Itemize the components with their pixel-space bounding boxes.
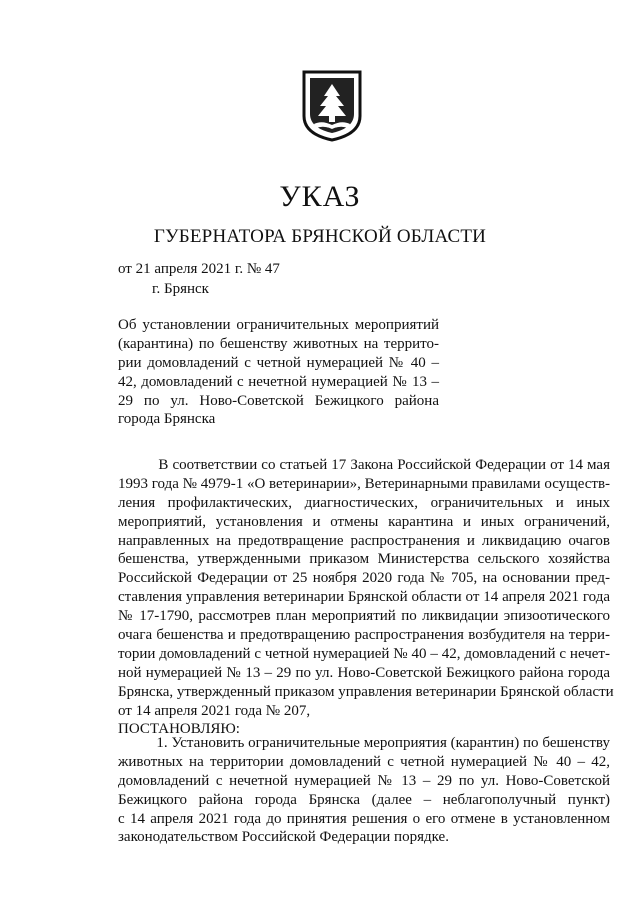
preamble-line: ной нумерацией № 13 – 29 по ул. Ново-Советской Бежицкого района города [118, 664, 610, 681]
subject-line: рии домовладений с четной нумерацией № 40 – [118, 354, 439, 371]
subject-line: 42, домовладений с нечетной нумерацией № 13 – [118, 373, 439, 390]
resolution-word: ПОСТАНОВЛЯЮ: [118, 721, 240, 738]
item-1-line: Бежицкого района города Брянска (далее – неблагополучный пункт) [118, 791, 610, 808]
preamble-line: Российской Федерации от 25 ноября 2020 года № 705, на основании пред- [118, 570, 610, 587]
subject-line: города Брянска [118, 411, 216, 428]
preamble-line: ления профилактических, диагностических, ограничительных и иных [118, 494, 610, 511]
preamble-line: № 17-1790, рассмотрев план мероприятий по ликвидации эпизоотического [118, 608, 610, 625]
preamble-line: тории домовладений с четной нумерацией № 40 – 42, домовладений с нечет- [118, 645, 610, 662]
preamble-paragraph [118, 456, 614, 739]
decree-title: УКАЗ [279, 180, 361, 213]
subject-line: (карантина) по бешенству животных на террито- [118, 335, 439, 352]
item-1-line: 1. Установить ограничительные мероприятия (карантин) по бешенству [118, 735, 610, 751]
preamble-line: бешенства, утвержденными приказом Министерства сельского хозяйства [118, 551, 610, 568]
item-1-paragraph [118, 734, 610, 847]
subject-line: 29 по ул. Ново-Советской Бежицкого района [118, 392, 439, 409]
item-1-line: домовладений с нечетной нумерацией № 13 – 29 по ул. Ново-Советской [118, 772, 610, 789]
decree-date-number: от 21 апреля 2021 г. № 47 [118, 261, 280, 277]
decree-subtitle: ГУБЕРНАТОРА БРЯНСКОЙ ОБЛАСТИ [153, 226, 487, 247]
preamble-line: от 14 апреля 2021 года № 207, [118, 702, 311, 719]
bryansk-coat-of-arms-icon [300, 68, 364, 142]
preamble-line: очага бешенства и предотвращению распространения возбудителя на терри- [118, 627, 610, 644]
item-1-line: животных на территории домовладений с четной нумерацией № 40 – 42, [118, 753, 610, 770]
preamble-line: 1993 года № 4979-1 «О ветеринарии», Ветеринарными правилами осуществ- [118, 475, 611, 492]
preamble-line: ставления управления ветеринарии Брянской области от 14 апреля 2021 года [118, 589, 610, 606]
preamble-line: В соответствии со статьей 17 Закона Российской Федерации от 14 мая [118, 457, 610, 473]
decree-subject [118, 316, 439, 429]
subject-line: Об установлении ограничительных мероприятий [118, 317, 439, 333]
preamble-line: мероприятий, установления и отмены карантина и иных ограничений, [118, 513, 610, 530]
item-1-line: с 14 апреля 2021 года до принятия решения о его отмене в установленном [118, 810, 610, 827]
preamble-line: направленных на предотвращение распространения и ликвидацию очагов [118, 532, 610, 549]
preamble-line: Брянска, утвержденный приказом управления ветеринарии Брянской области [118, 683, 614, 700]
item-1-line: законодательством Российской Федерации порядке. [118, 829, 449, 846]
decree-city: г. Брянск [152, 281, 209, 297]
